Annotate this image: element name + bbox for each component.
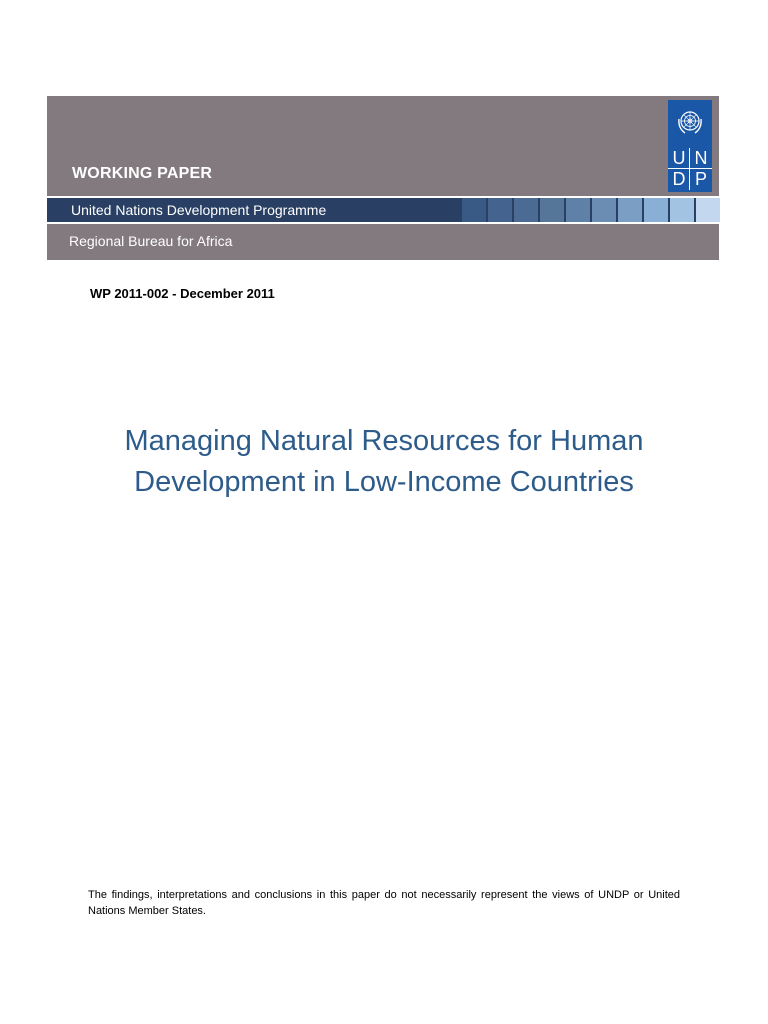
gradient-square [644,198,668,222]
gradient-square [566,198,590,222]
paper-reference: WP 2011-002 - December 2011 [90,286,275,301]
gradient-square [592,198,616,222]
gradient-square [618,198,642,222]
un-emblem-icon [676,108,704,136]
paper-title [60,421,708,503]
paper-title-line: Managing Natural Resources for Human [124,425,644,457]
logo-divider [668,168,712,169]
gradient-square [514,198,538,222]
organization-name: United Nations Development Programme [71,202,327,218]
logo-letter: D [672,169,686,189]
logo-letter: N [694,148,708,168]
gradient-squares [460,198,720,222]
logo-letters [668,148,712,190]
paper-title-line: Development in Low-Income Countries [134,466,634,498]
banner-divider-bottom [47,222,719,224]
logo-divider [689,148,690,190]
gradient-square [488,198,512,222]
disclaimer-text: The findings, interpretations and conclusions in this paper do not necessarily represent the views of UNDP or United Nations Member States. [88,889,680,917]
logo-letter: U [672,148,686,168]
gradient-square [670,198,694,222]
working-paper-label: WORKING PAPER [72,165,213,182]
gradient-square [540,198,564,222]
undp-logo [668,100,712,192]
header-banner [47,96,719,260]
organization-bar [47,198,719,222]
gradient-square [462,198,486,222]
gradient-square [696,198,720,222]
logo-letter: P [694,169,707,189]
bureau-name: Regional Bureau for Africa [69,233,233,249]
